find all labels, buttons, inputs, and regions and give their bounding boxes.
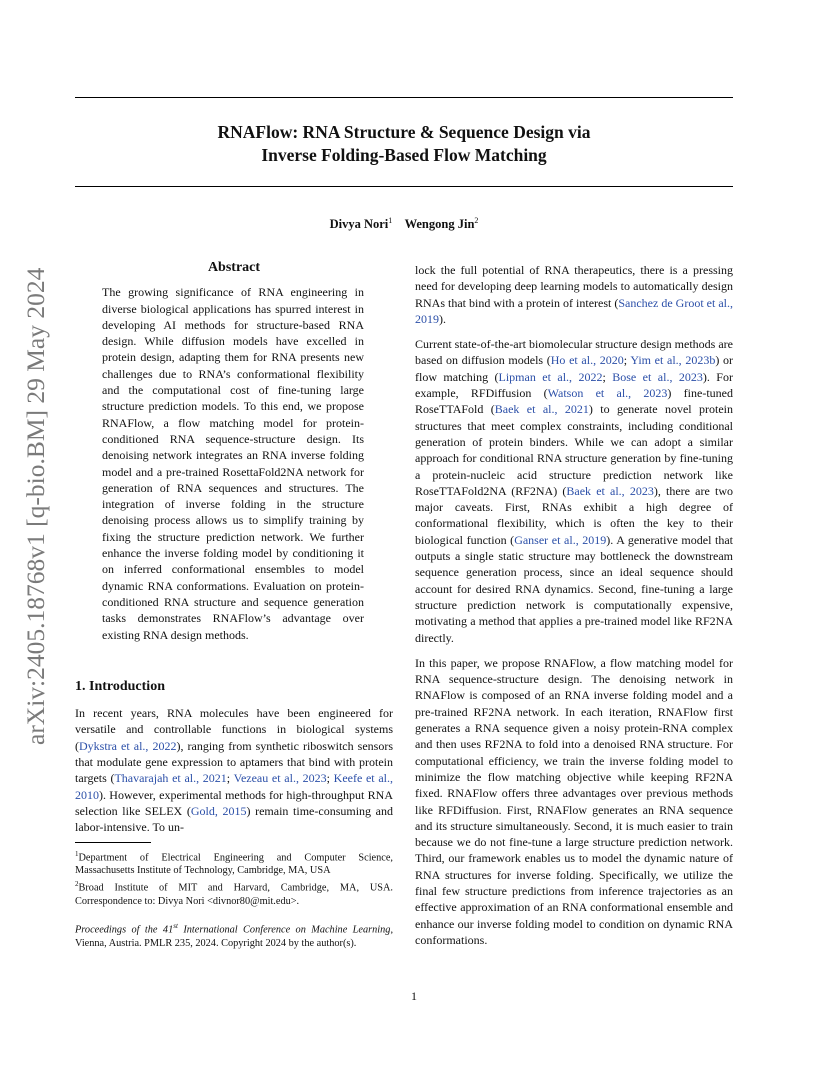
author-name: Wengong Jin xyxy=(404,217,475,232)
footnote-affiliation-2: $^2$Broad Institute of MIT and Harvard, Cambridge, MA, USA. Correspondence to: Divya Nori <divnor80@mit.edu>. xyxy=(75,879,393,907)
title-line-2: Inverse Folding-Based Flow Matching xyxy=(261,145,547,165)
citation-link[interactable]: Baek et al., 2021 xyxy=(494,402,589,417)
right-column xyxy=(415,262,733,948)
proceedings-note: Proceedings of the 41st International Conference on Machine Learning, Vienna, Austria. PMLR 235, 2024. Copyright 2024 by the author(s). xyxy=(75,922,394,950)
body-paragraph: lock the full potential of RNA therapeutics, there is a pressing need for developing deep learning models to automatically design RNAs that bind with a protein of interest (Sanchez de Groot et al., 2019). xyxy=(415,263,734,326)
title-rule-top xyxy=(75,97,733,98)
section-heading: 1. Introduction xyxy=(75,678,165,694)
affiliation-mark: 2 xyxy=(474,216,479,225)
abstract-heading: Abstract xyxy=(207,260,261,275)
citation-link[interactable]: Sanchez de Groot et al., 2019 xyxy=(415,295,734,326)
citation-link[interactable]: Keefe et al., 2010 xyxy=(75,771,393,802)
affiliation-mark: 1 xyxy=(388,216,393,225)
footnote-affiliation-1: $^1$Department of Electrical Engineering and Computer Science, Massachusetts Institute of Technology, Cambridge, MA, USA xyxy=(75,849,393,877)
title-line-1: RNAFlow: RNA Structure & Sequence Design via xyxy=(217,122,591,142)
abstract-text: The growing significance of RNA engineering in diverse biological applications has spurred interest in developing AI methods for structure-based RNA design. While diffusion models have excelled in protein design, adapting them for RNA presents new challenges due to RNA’s conformational flexibility and the computational cost of fine-tuning large structure prediction models. To this end, we propose RNAFlow, a flow matching model for protein-conditioned RNA sequence-structure design. Its denoising network integrates an RNA inverse folding model and a pre-trained RosettaFold2NA network for generation of RNA sequences and structures. The integration of inverse folding in the structure denoising process allows us to simplify training by fixing the structure prediction network. We further enhance the inverse folding model by conditioning it on inferred conformational ensembles to model dynamic RNA conformations. Evaluation on protein-conditioned RNA structure and sequence generation tasks demonstrates RNAFlow’s advantage over existing RNA design methods. xyxy=(102,285,364,642)
citation-link[interactable]: Baek et al., 2023 xyxy=(566,483,654,498)
citation-link[interactable]: Ho et al., 2020 xyxy=(550,353,624,368)
body-paragraph: Current state-of-the-art biomolecular structure design methods are based on diffusion models (Ho et al., 2020; Yim et al., 2023b) or flow matching (Lipman et al., 2022; Bose et al., 2023). For example, RFDiffusion (Watson et al., 2023) fine-tuned RoseTTAFold (Baek et al., 2021) to generate novel protein structures that meet complex constraints, including conditional generation of protein binders. While we can adopt a similar approach for conditional RNA structure generation by fine-tuning a protein-nucleic acid structure prediction network like RoseTTAFold2NA (RF2NA) (Baek et al., 2023), there are two major caveats. First, RNAs exhibit a high degree of conformational flexibility, which is often the key to their biological function (Ganser et al., 2019). A generative model that outputs a single static structure may bottleneck the downstream sequence generation process, since an ideal sequence should account for desired RNA dynamics. Second, fine-tuning a large structure prediction network is computationally expensive, motivating a method that applies a pre-trained model like RF2NA directly. xyxy=(415,337,733,645)
citation-link[interactable]: Gold, 2015 xyxy=(190,803,247,818)
citation-link[interactable]: Vezeau et al., 2023 xyxy=(233,771,327,786)
citation-link[interactable]: Ganser et al., 2019 xyxy=(514,532,607,547)
paper-title xyxy=(75,121,733,167)
title-rule-bottom xyxy=(75,186,733,187)
citation-link[interactable]: Lipman et al., 2022 xyxy=(498,369,603,384)
citation-link[interactable]: Dykstra et al., 2022 xyxy=(79,738,177,753)
left-column xyxy=(75,260,393,951)
footnote-rule xyxy=(75,842,151,843)
intro-paragraph: In recent years, RNA molecules have been engineered for versatile and controllable functions in biological systems (Dykstra et al., 2022), ranging from synthetic riboswitch sensors that modulate gene expression to aptamers that bind with protein targets (Thavarajah et al., 2021; Vezeau et al., 2023; Keefe et al., 2010). However, experimental methods for high-throughput RNA selection like SELEX (Gold, 2015) remain time-consuming and labor-intensive. To un- xyxy=(75,706,394,835)
citation-link[interactable]: Thavarajah et al., 2021 xyxy=(114,771,227,786)
citation-link[interactable]: Yim et al., 2023b xyxy=(630,353,716,368)
arxiv-identifier: arXiv:2405.18768v1 [q-bio.BM] 29 May 2024 xyxy=(21,267,50,745)
citation-link[interactable]: Watson et al., 2023 xyxy=(547,386,668,401)
page-number: 1 xyxy=(411,989,417,1003)
citation-link[interactable]: Bose et al., 2023 xyxy=(612,369,703,384)
author-list xyxy=(75,216,733,232)
author-name: Divya Nori xyxy=(329,217,389,232)
body-paragraph: In this paper, we propose RNAFlow, a flow matching model for RNA sequence-structure design. The denoising network in RNAFlow is composed of an RNA inverse folding model and a pre-trained RF2NA network. In each iteration, RNAFlow first generates a RNA sequence given a noisy protein-RNA complex and then uses RF2NA to fold into a denoised RNA structure. For computational efficiency, we train the inverse folding model to minimize the flow matching objective while keeping RF2NA fixed. RNAFlow offers three advantages over previous methods like RFDiffusion. First, RNAFlow generates an RNA sequence and its structure simultaneously. Second, it is much easier to train because we do not fine-tune a large structure prediction network. Third, our framework enables us to model the dynamic nature of RNA structures for inverse folding. Specifically, we utilize the final few structure predictions from inference trajectories as an effective approximation of an RNA conformational ensemble and enhance our inverse folding model to condition on dynamic RNA conformations. xyxy=(415,655,733,947)
